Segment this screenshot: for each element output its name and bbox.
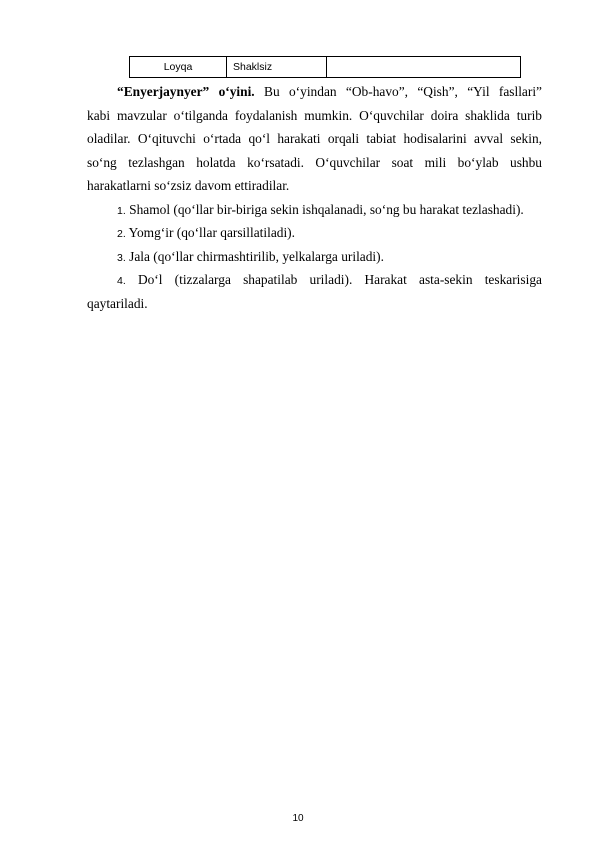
paragraph-line: so‘ng tezlashgan holatda ko‘rsatadi. O‘quvchilar soat mili bo‘ylab ushbu (87, 154, 542, 170)
list-number: 3. (117, 251, 126, 264)
list-number: 1. (117, 204, 126, 217)
paragraph-line (87, 80, 542, 104)
list-number: 4. (117, 275, 126, 287)
table-cell-empty (327, 57, 521, 78)
list-text: Shamol (qo‘llar bir-biriga sekin ishqalanadi, so‘ng bu harakat tezlashadi). (129, 201, 524, 217)
list-number: 2. (117, 228, 126, 240)
paragraph-line: harakatlarni so‘zsiz davom ettiradilar. (87, 178, 290, 193)
list-item (87, 198, 542, 222)
list-item-continuation: qaytariladi. (87, 295, 148, 311)
list-text: Yomg‘ir (qo‘llar qarsillatiladi). (128, 225, 295, 240)
list-text: Do‘l (tizzalarga shapatilab uriladi). Harakat asta-sekin teskarisiga (137, 272, 542, 287)
document-body (87, 80, 542, 315)
list-item (87, 221, 542, 245)
table-cell-shape: Shaklsiz (227, 57, 327, 78)
list-text: Jala (qo‘llar chirmashtirilib, yelkalarga uriladi). (129, 248, 384, 264)
list-item (87, 245, 542, 269)
continuation-table (129, 56, 521, 78)
table-cell-name: Loyqa (130, 57, 227, 78)
list-item (87, 268, 542, 292)
paragraph-line: kabi mavzular o‘tilganda foydalanish mumkin. O‘quvchilar doira shaklida turib (87, 107, 542, 123)
game-title: “Enyerjaynyer” o‘yini. (117, 84, 255, 99)
page-number: 10 (292, 813, 304, 824)
paragraph-line: oladilar. O‘qituvchi o‘rtada qo‘l harakati orqali tabiat hodisalarini avval sekin, (87, 131, 542, 146)
paragraph-text: Bu o‘yindan “Ob-havo”, “Qish”, “Yil fasllari” (254, 84, 542, 99)
table-row (130, 57, 521, 78)
